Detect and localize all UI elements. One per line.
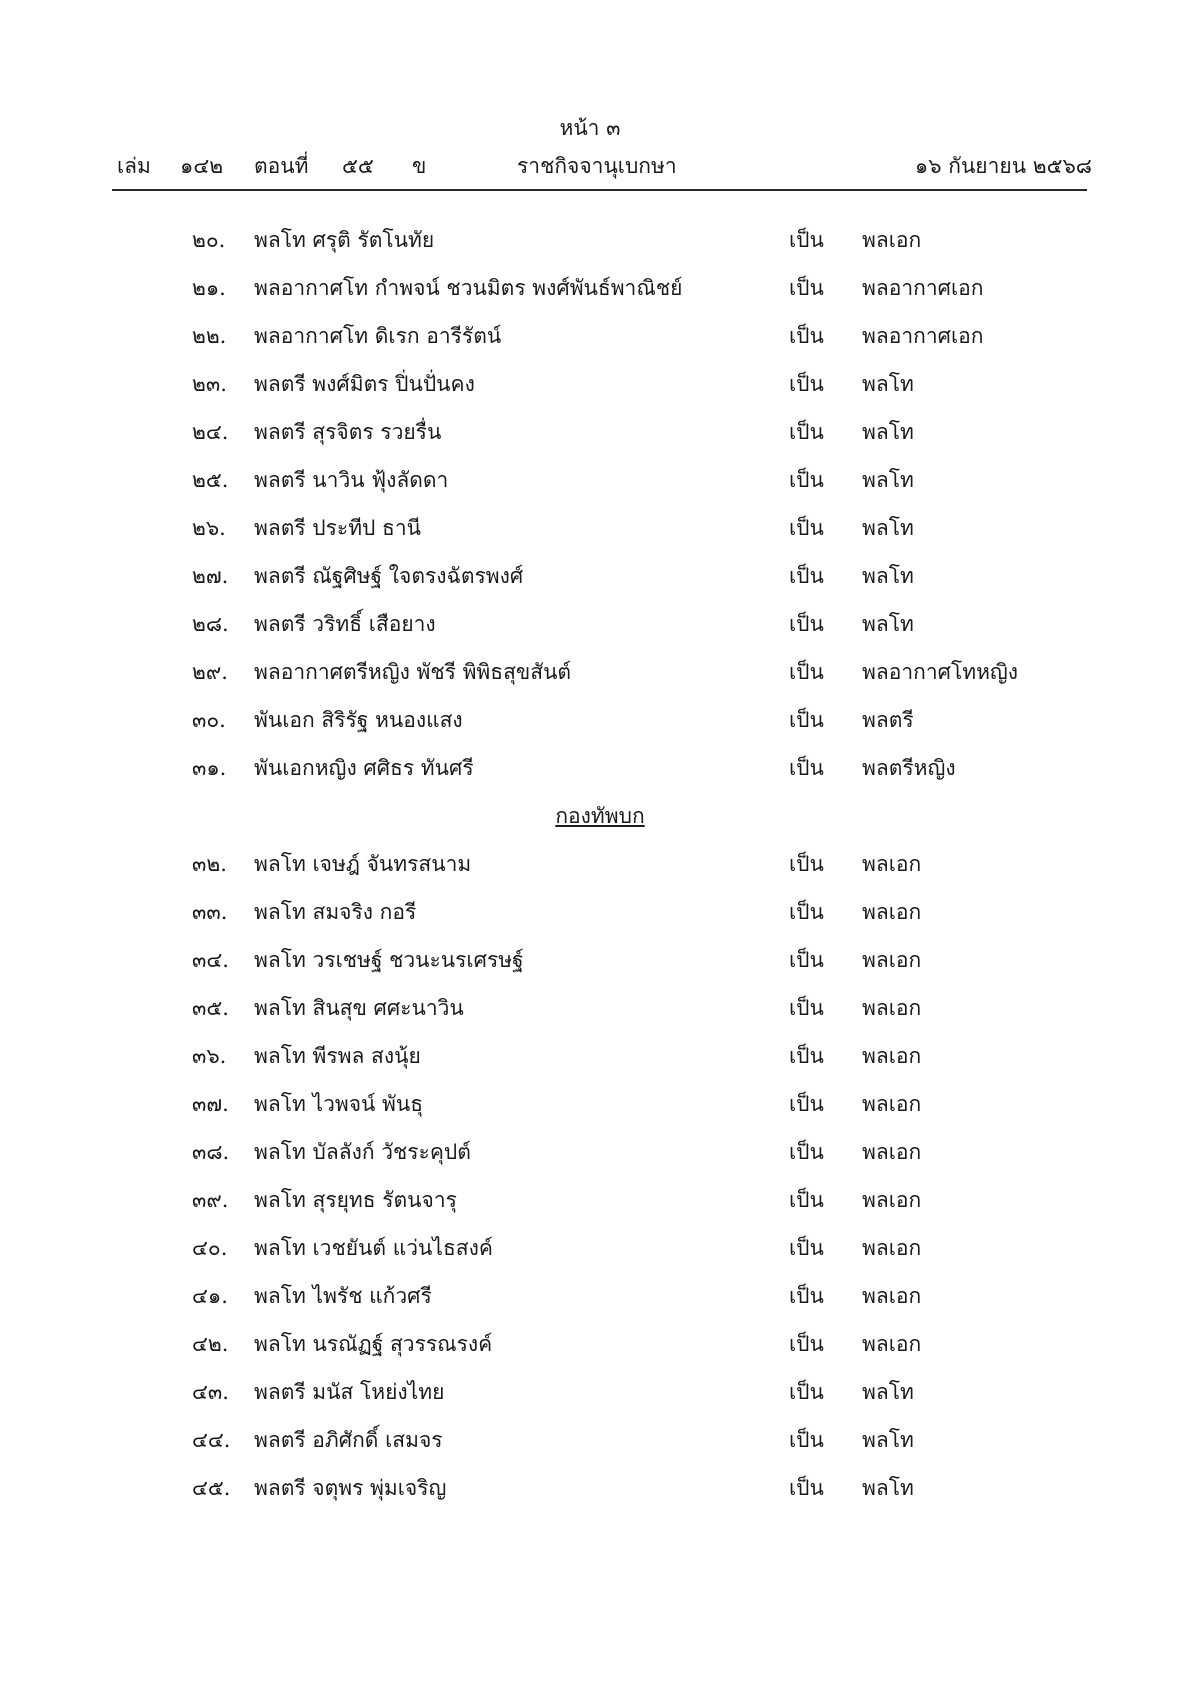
list-item [0, 1464, 1200, 1512]
new-rank: พลเอก [862, 1332, 922, 1356]
person-name: พลโท สมจริง กอรี [254, 900, 417, 924]
new-rank: พลโท [862, 372, 914, 396]
new-rank: พลเอก [862, 228, 922, 252]
person-name: พลอากาศโท ดิเรก อารีรัตน์ [254, 324, 502, 348]
new-rank: พลเอก [862, 1044, 922, 1068]
new-rank: พลเอก [862, 1188, 922, 1212]
person-name: พลตรี สุรจิตร รวยรื่น [254, 420, 442, 444]
item-number: ๓๖. [192, 1044, 227, 1068]
issue-label: ตอนที่ [254, 154, 309, 178]
person-name: พลโท เวชยันต์ แว่นไธสงค์ [254, 1236, 493, 1260]
conversion-word: เป็น [789, 516, 824, 540]
person-name: พลโท สินสุข ศศะนาวิน [254, 996, 464, 1020]
conversion-word: เป็น [789, 996, 824, 1020]
new-rank: พลโท [862, 1476, 914, 1500]
issue-suffix: ข [412, 154, 427, 178]
header-divider [112, 189, 1087, 191]
person-name: พลตรี จตุพร พุ่มเจริญ [254, 1476, 447, 1500]
new-rank: พลเอก [862, 1092, 922, 1116]
list-item [0, 1368, 1200, 1416]
new-rank: พลอากาศโทหญิง [862, 660, 1019, 684]
list-item [0, 1416, 1200, 1464]
list-item [0, 1032, 1200, 1080]
list-item [0, 840, 1200, 888]
person-name: พันเอก สิริรัฐ หนองแสง [254, 708, 463, 732]
list-item [0, 456, 1200, 504]
conversion-word: เป็น [789, 1140, 824, 1164]
list-item [0, 984, 1200, 1032]
conversion-word: เป็น [789, 708, 824, 732]
item-number: ๔๒. [192, 1332, 229, 1356]
new-rank: พลเอก [862, 852, 922, 876]
conversion-word: เป็น [789, 1428, 824, 1452]
publication-date: ๑๖ กันยายน ๒๕๖๘ [914, 154, 1092, 178]
list-item [0, 936, 1200, 984]
item-number: ๓๓. [192, 900, 228, 924]
conversion-word: เป็น [789, 420, 824, 444]
person-name: พลตรี นาวิน ฟุ้งลัดดา [254, 468, 449, 492]
item-number: ๒๖. [192, 516, 226, 540]
new-rank: พลโท [862, 468, 914, 492]
gazette-header [112, 150, 1092, 184]
item-number: ๒๒. [192, 324, 227, 348]
list-item [0, 408, 1200, 456]
page-number: หน้า ๓ [559, 116, 621, 140]
conversion-word: เป็น [789, 900, 824, 924]
person-name: พลโท นรณัฏฐ์ สุวรรณรงค์ [254, 1332, 493, 1356]
item-number: ๓๕. [192, 996, 229, 1020]
person-name: พลโท ไพรัช แก้วศรี [254, 1284, 432, 1308]
item-number: ๔๔. [192, 1428, 231, 1452]
new-rank: พลโท [862, 1428, 914, 1452]
conversion-word: เป็น [789, 852, 824, 876]
person-name: พลตรี ณัฐศิษฐ์ ใจตรงฉัตรพงศ์ [254, 564, 524, 588]
new-rank: พลโท [862, 1380, 914, 1404]
conversion-word: เป็น [789, 1236, 824, 1260]
new-rank: พลโท [862, 420, 914, 444]
new-rank: พลโท [862, 564, 914, 588]
item-number: ๒๕. [192, 468, 229, 492]
item-number: ๒๗. [192, 564, 229, 588]
person-name: พลอากาศโท กำพจน์ ชวนมิตร พงศ์พันธ์พาณิชย์ [254, 276, 683, 300]
item-number: ๔๕. [192, 1476, 231, 1500]
person-name: พลอากาศตรีหญิง พัชรี พิพิธสุขสันต์ [254, 660, 572, 684]
issue-number: ๕๕ [342, 154, 374, 178]
section-heading [0, 792, 1200, 840]
conversion-word: เป็น [789, 228, 824, 252]
new-rank: พลตรีหญิง [862, 756, 956, 780]
new-rank: พลเอก [862, 1284, 922, 1308]
conversion-word: เป็น [789, 468, 824, 492]
list-item [0, 648, 1200, 696]
new-rank: พลเอก [862, 1236, 922, 1260]
list-item [0, 1320, 1200, 1368]
new-rank: พลเอก [862, 900, 922, 924]
conversion-word: เป็น [789, 1476, 824, 1500]
person-name: พลตรี อภิศักดิ์ เสมจร [254, 1428, 443, 1452]
new-rank: พลเอก [862, 996, 922, 1020]
person-name: พลตรี มนัส โหย่งไทย [254, 1380, 445, 1404]
item-number: ๒๘. [192, 612, 229, 636]
person-name: พันเอกหญิง ศศิธร ทันศรี [254, 756, 474, 780]
list-item [0, 216, 1200, 264]
list-item [0, 504, 1200, 552]
conversion-word: เป็น [789, 1188, 824, 1212]
conversion-word: เป็น [789, 1380, 824, 1404]
conversion-word: เป็น [789, 948, 824, 972]
person-name: พลโท ไวพจน์ พันธุ [254, 1092, 424, 1116]
person-name: พลตรี พงศ์มิตร ปิ่นปั่นคง [254, 372, 475, 396]
conversion-word: เป็น [789, 1044, 824, 1068]
gazette-title: ราชกิจจานุเบกษา [517, 154, 677, 178]
conversion-word: เป็น [789, 276, 824, 300]
list-item [0, 264, 1200, 312]
new-rank: พลโท [862, 612, 914, 636]
conversion-word: เป็น [789, 1092, 824, 1116]
list-item [0, 600, 1200, 648]
item-number: ๓๒. [192, 852, 227, 876]
list-item [0, 1224, 1200, 1272]
item-number: ๔๐. [192, 1236, 228, 1260]
person-name: พลโท ศรุติ รัตโนทัย [254, 228, 435, 252]
conversion-word: เป็น [789, 1332, 824, 1356]
list-item [0, 1176, 1200, 1224]
item-number: ๓๐. [192, 708, 226, 732]
list-item [0, 1272, 1200, 1320]
volume-number: ๑๔๒ [180, 154, 224, 178]
item-number: ๓๑. [192, 756, 227, 780]
appointment-list [0, 216, 1200, 1512]
conversion-word: เป็น [789, 564, 824, 588]
item-number: ๒๐. [192, 228, 226, 252]
item-number: ๓๘. [192, 1140, 230, 1164]
appointment-list-section-2 [0, 840, 1200, 1512]
person-name: พลโท บัลลังก์ วัชระคุปต์ [254, 1140, 471, 1164]
person-name: พลตรี วริทธิ์ เสือยาง [254, 612, 436, 636]
list-item [0, 744, 1200, 792]
list-item [0, 312, 1200, 360]
volume-label: เล่ม [117, 154, 151, 178]
list-item [0, 1128, 1200, 1176]
list-item [0, 552, 1200, 600]
item-number: ๒๓. [192, 372, 227, 396]
item-number: ๒๙. [192, 660, 228, 684]
conversion-word: เป็น [789, 660, 824, 684]
conversion-word: เป็น [789, 756, 824, 780]
person-name: พลโท พีรพล สงนุ้ย [254, 1044, 421, 1068]
item-number: ๓๗. [192, 1092, 229, 1116]
item-number: ๓๙. [192, 1188, 229, 1212]
list-item [0, 888, 1200, 936]
conversion-word: เป็น [789, 1284, 824, 1308]
item-number: ๒๔. [192, 420, 229, 444]
item-number: ๔๑. [192, 1284, 228, 1308]
list-item [0, 360, 1200, 408]
new-rank: พลอากาศเอก [862, 324, 984, 348]
section-heading-label: กองทัพบก [555, 804, 645, 828]
new-rank: พลเอก [862, 1140, 922, 1164]
person-name: พลตรี ประทีป ธานี [254, 516, 422, 540]
item-number: ๓๔. [192, 948, 229, 972]
new-rank: พลตรี [862, 708, 914, 732]
person-name: พลโท สุรยุทธ รัตนจารุ [254, 1188, 457, 1212]
person-name: พลโท เจษฎ์ จันทรสนาม [254, 852, 472, 876]
new-rank: พลอากาศเอก [862, 276, 984, 300]
conversion-word: เป็น [789, 612, 824, 636]
item-number: ๔๓. [192, 1380, 229, 1404]
list-item [0, 1080, 1200, 1128]
new-rank: พลโท [862, 516, 914, 540]
person-name: พลโท วรเชษฐ์ ชวนะนรเศรษฐ์ [254, 948, 524, 972]
list-item [0, 696, 1200, 744]
conversion-word: เป็น [789, 372, 824, 396]
item-number: ๒๑. [192, 276, 226, 300]
new-rank: พลเอก [862, 948, 922, 972]
appointment-list-section-1 [0, 216, 1200, 792]
conversion-word: เป็น [789, 324, 824, 348]
